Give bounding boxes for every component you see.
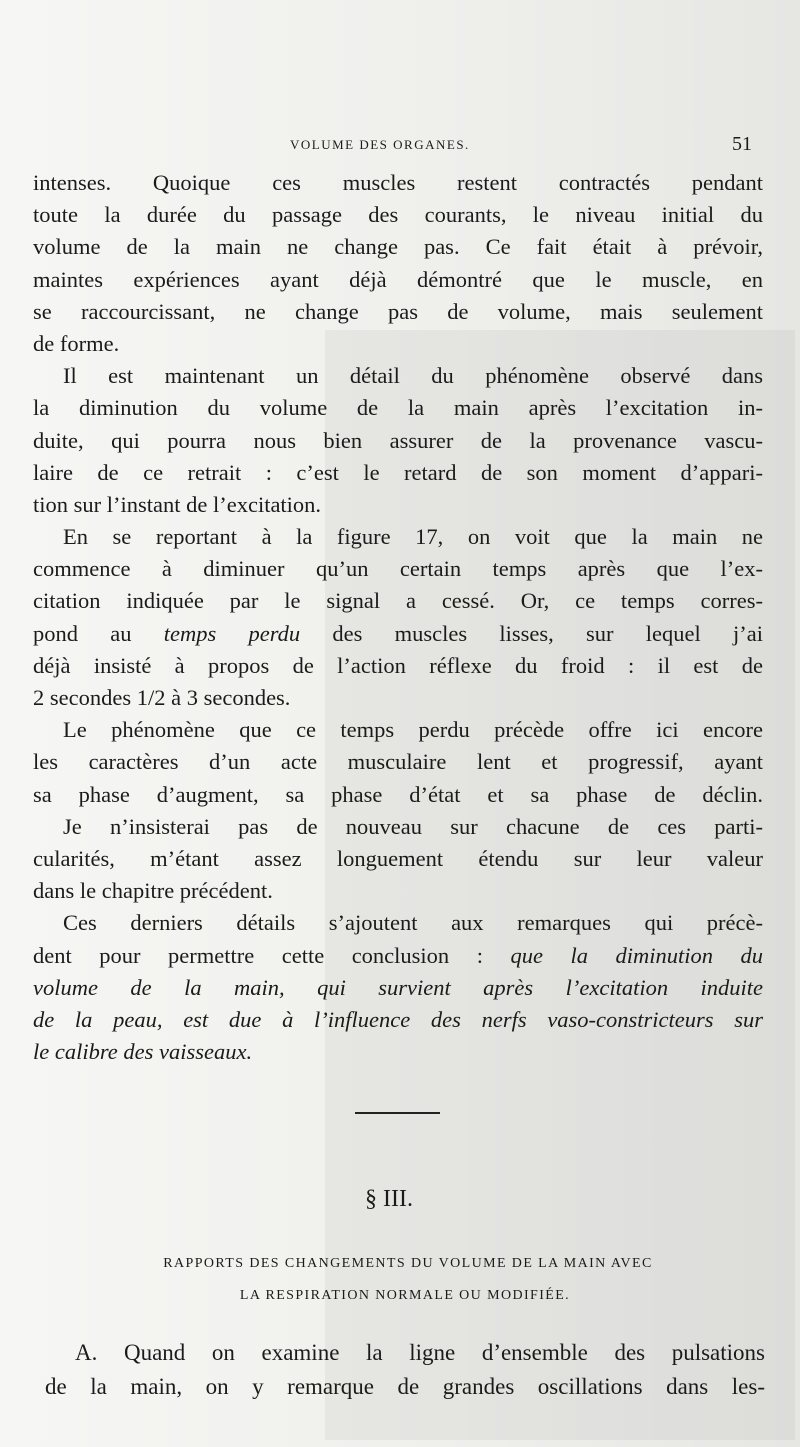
running-title: VOLUME DES ORGANES. [290, 137, 470, 152]
text-run: maintes expériences ayant déjà démontré que le muscle, en [33, 266, 763, 292]
text-line [45, 1336, 765, 1370]
italic-text: le calibre des vaisseaux. [33, 1039, 253, 1065]
italic-text: de la peau, est due à l’influence des nerfs vaso-constricteurs sur [33, 1006, 763, 1032]
text-line [33, 392, 763, 424]
text-line [45, 1370, 765, 1404]
text-run: 2 secondes 1/2 à 3 secondes. [33, 685, 291, 710]
text-run: toute la durée du passage des courants, le niveau initial du [33, 202, 763, 228]
body-text [33, 167, 763, 1068]
text-run: intenses. Quoique ces muscles restent contractés pendant [33, 170, 763, 195]
text-run: sa phase d’augment, sa phase d’état et sa phase de déclin. [33, 781, 763, 807]
text-run: dans le chapitre précédent. [33, 878, 273, 904]
text-run: commence à diminuer qu’un certain temps après que l’ex- [33, 556, 763, 582]
text-line [33, 199, 763, 231]
section-body-text [45, 1336, 765, 1404]
running-head [0, 133, 800, 155]
text-line [33, 682, 763, 714]
italic-text: temps perdu [163, 620, 301, 646]
text-line [33, 843, 763, 875]
text-line [33, 553, 763, 585]
text-line [33, 425, 763, 457]
text-run: duite, qui pourra nous bien assurer de la provenance vascu- [33, 427, 763, 453]
section-title-line-1: RAPPORTS DES CHANGEMENTS DU VOLUME DE LA MAIN AVEC [163, 1256, 653, 1271]
text-line [33, 746, 763, 778]
text-line [33, 875, 763, 907]
page-number: 51 [732, 133, 752, 155]
text-line [33, 231, 763, 263]
text-line [33, 521, 763, 553]
text-run: Il est maintenant un détail du phénomène observé dans [63, 363, 763, 389]
text-line [33, 714, 763, 746]
text-run: des muscles lisses, sur lequel j’ai [300, 620, 763, 646]
text-line [33, 328, 763, 360]
italic-text: que la diminution du [510, 942, 763, 968]
text-line [33, 296, 763, 328]
text-run: volume de la main ne change pas. Ce fait était à prévoir, [33, 234, 763, 260]
text-run: Le phénomène que ce temps perdu précède offre ici encore [63, 717, 763, 743]
text-line [33, 650, 763, 682]
text-run: Je n’insisterai pas de nouveau sur chacune de ces parti- [63, 813, 763, 839]
text-run: se raccourcissant, ne change pas de volume, mais seulement [33, 298, 763, 324]
text-line [33, 811, 763, 843]
text-line [33, 972, 763, 1004]
italic-text: volume de la main, qui survient après l’excitation induite [33, 974, 763, 1000]
text-run: tion sur l’instant de l’excitation. [33, 491, 322, 517]
text-run: de la main, on y remarque de grandes oscillations dans les- [45, 1374, 765, 1399]
text-run: cularités, m’étant assez longuement étendu sur leur valeur [33, 845, 763, 871]
text-run: A. Quand on examine la ligne d’ensemble des pulsations [75, 1340, 765, 1365]
text-run: les caractères d’un acte musculaire lent et progressif, ayant [33, 749, 763, 775]
text-line [33, 489, 763, 521]
text-run: En se reportant à la figure 17, on voit que la main ne [63, 524, 763, 550]
text-line [33, 457, 763, 489]
text-line [33, 907, 763, 939]
text-run: la diminution du volume de la main après l’excitation in- [33, 395, 763, 421]
section-title-line-2: LA RESPIRATION NORMALE OU MODIFIÉE. [239, 1288, 571, 1303]
text-run: de forme. [33, 330, 120, 356]
text-line [33, 585, 763, 617]
text-line [33, 1036, 763, 1068]
text-run: Ces derniers détails s’ajoutent aux remarques qui précè- [63, 910, 763, 936]
text-run: pond au [33, 620, 164, 646]
text-line [33, 940, 763, 972]
text-line [33, 1004, 763, 1036]
text-run: citation indiquée par le signal a cessé. Or, ce temps corres- [33, 588, 763, 614]
text-line [33, 360, 763, 392]
text-run: déjà insisté à propos de l’action réflexe du froid : il est de [33, 652, 763, 678]
text-line [33, 264, 763, 296]
text-run: laire de ce retrait : c’est le retard de son moment d’appari- [33, 459, 763, 485]
text-line [33, 167, 763, 199]
text-line [33, 618, 763, 650]
section-mark: § III. [365, 1186, 413, 1212]
text-line [33, 779, 763, 811]
section-divider [355, 1112, 440, 1114]
text-run: dent pour permettre cette conclusion : [33, 942, 511, 968]
